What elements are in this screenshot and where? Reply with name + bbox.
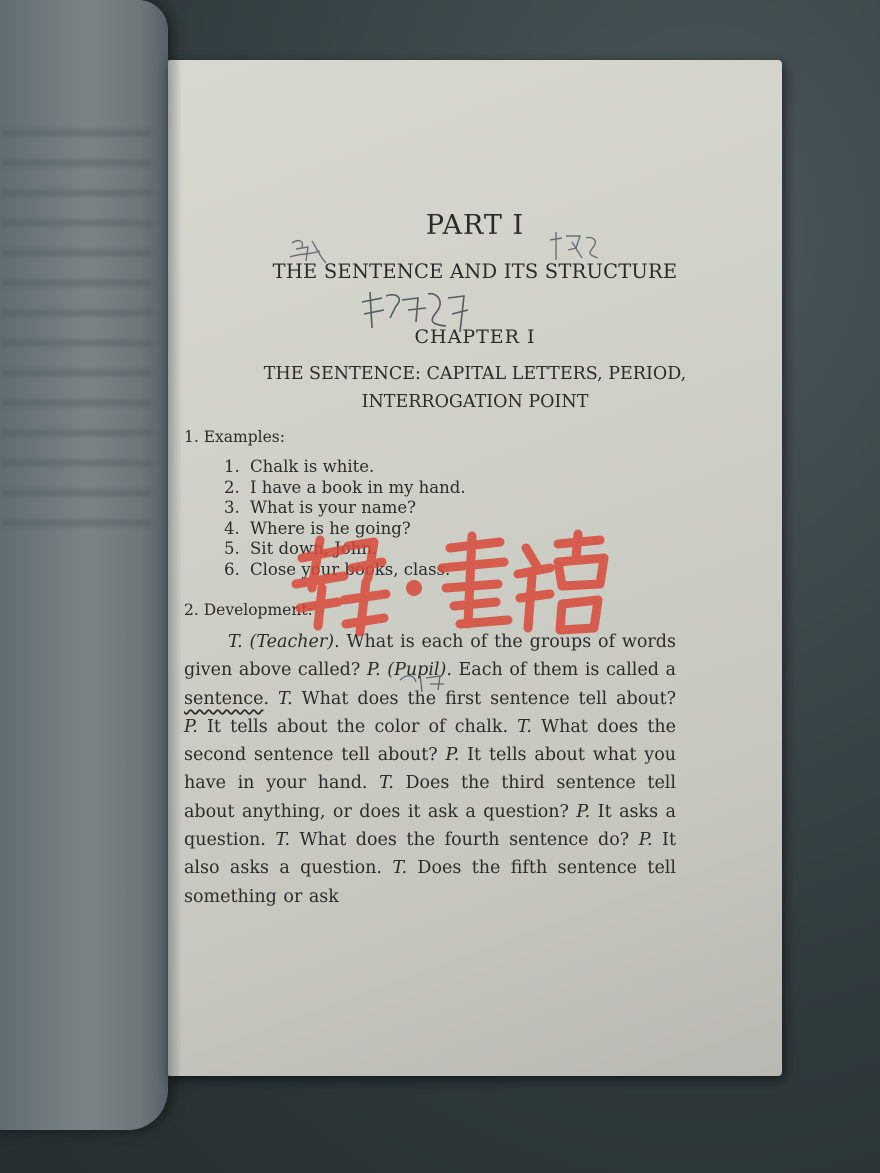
examples-heading: 1. Examples:: [184, 428, 285, 446]
example-item: 6. Close your books, class.: [224, 559, 451, 579]
development-paragraph: T. (Teacher). What is each of the groups of words given above called? P. (Pupil). Each of them is called a sentence. T. What does the first sentence tell about? P. It tells about the color of chalk. T. What does the second sentence tell about? P. It tells about what you have in your hand. T. Does the third sentence tell about anything, or does it ask a question? P. It asks a question. T. What does the fourth sentence do? P. It also asks a question. T. Does the fifth sentence tell something or ask: [184, 632, 677, 907]
chapter-subtitle-line-1: THE SENTENCE: CAPITAL LETTERS, PERIOD,: [263, 364, 687, 384]
left-page-blurred-text: [2, 130, 152, 550]
example-item: 1. Chalk is white.: [224, 457, 375, 476]
example-item: 2. I have a book in my hand.: [224, 477, 466, 497]
part-title: PART I: [425, 210, 525, 241]
example-item: 5. Sit down, John.: [224, 539, 378, 558]
chapter-subtitle-line-2: INTERROGATION POINT: [361, 392, 589, 412]
example-item: 3. What is your name?: [224, 498, 417, 517]
chapter-title: CHAPTER I: [414, 326, 536, 348]
left-facing-page: [0, 0, 168, 1130]
underlined-sentence-word: sentence: [184, 688, 264, 709]
library-stamp-logo: [282, 528, 612, 643]
example-item: 4. Where is he going?: [224, 518, 411, 538]
section-title: THE SENTENCE AND ITS STRUCTURE: [272, 260, 678, 283]
development-heading: 2. Development:: [184, 601, 313, 619]
